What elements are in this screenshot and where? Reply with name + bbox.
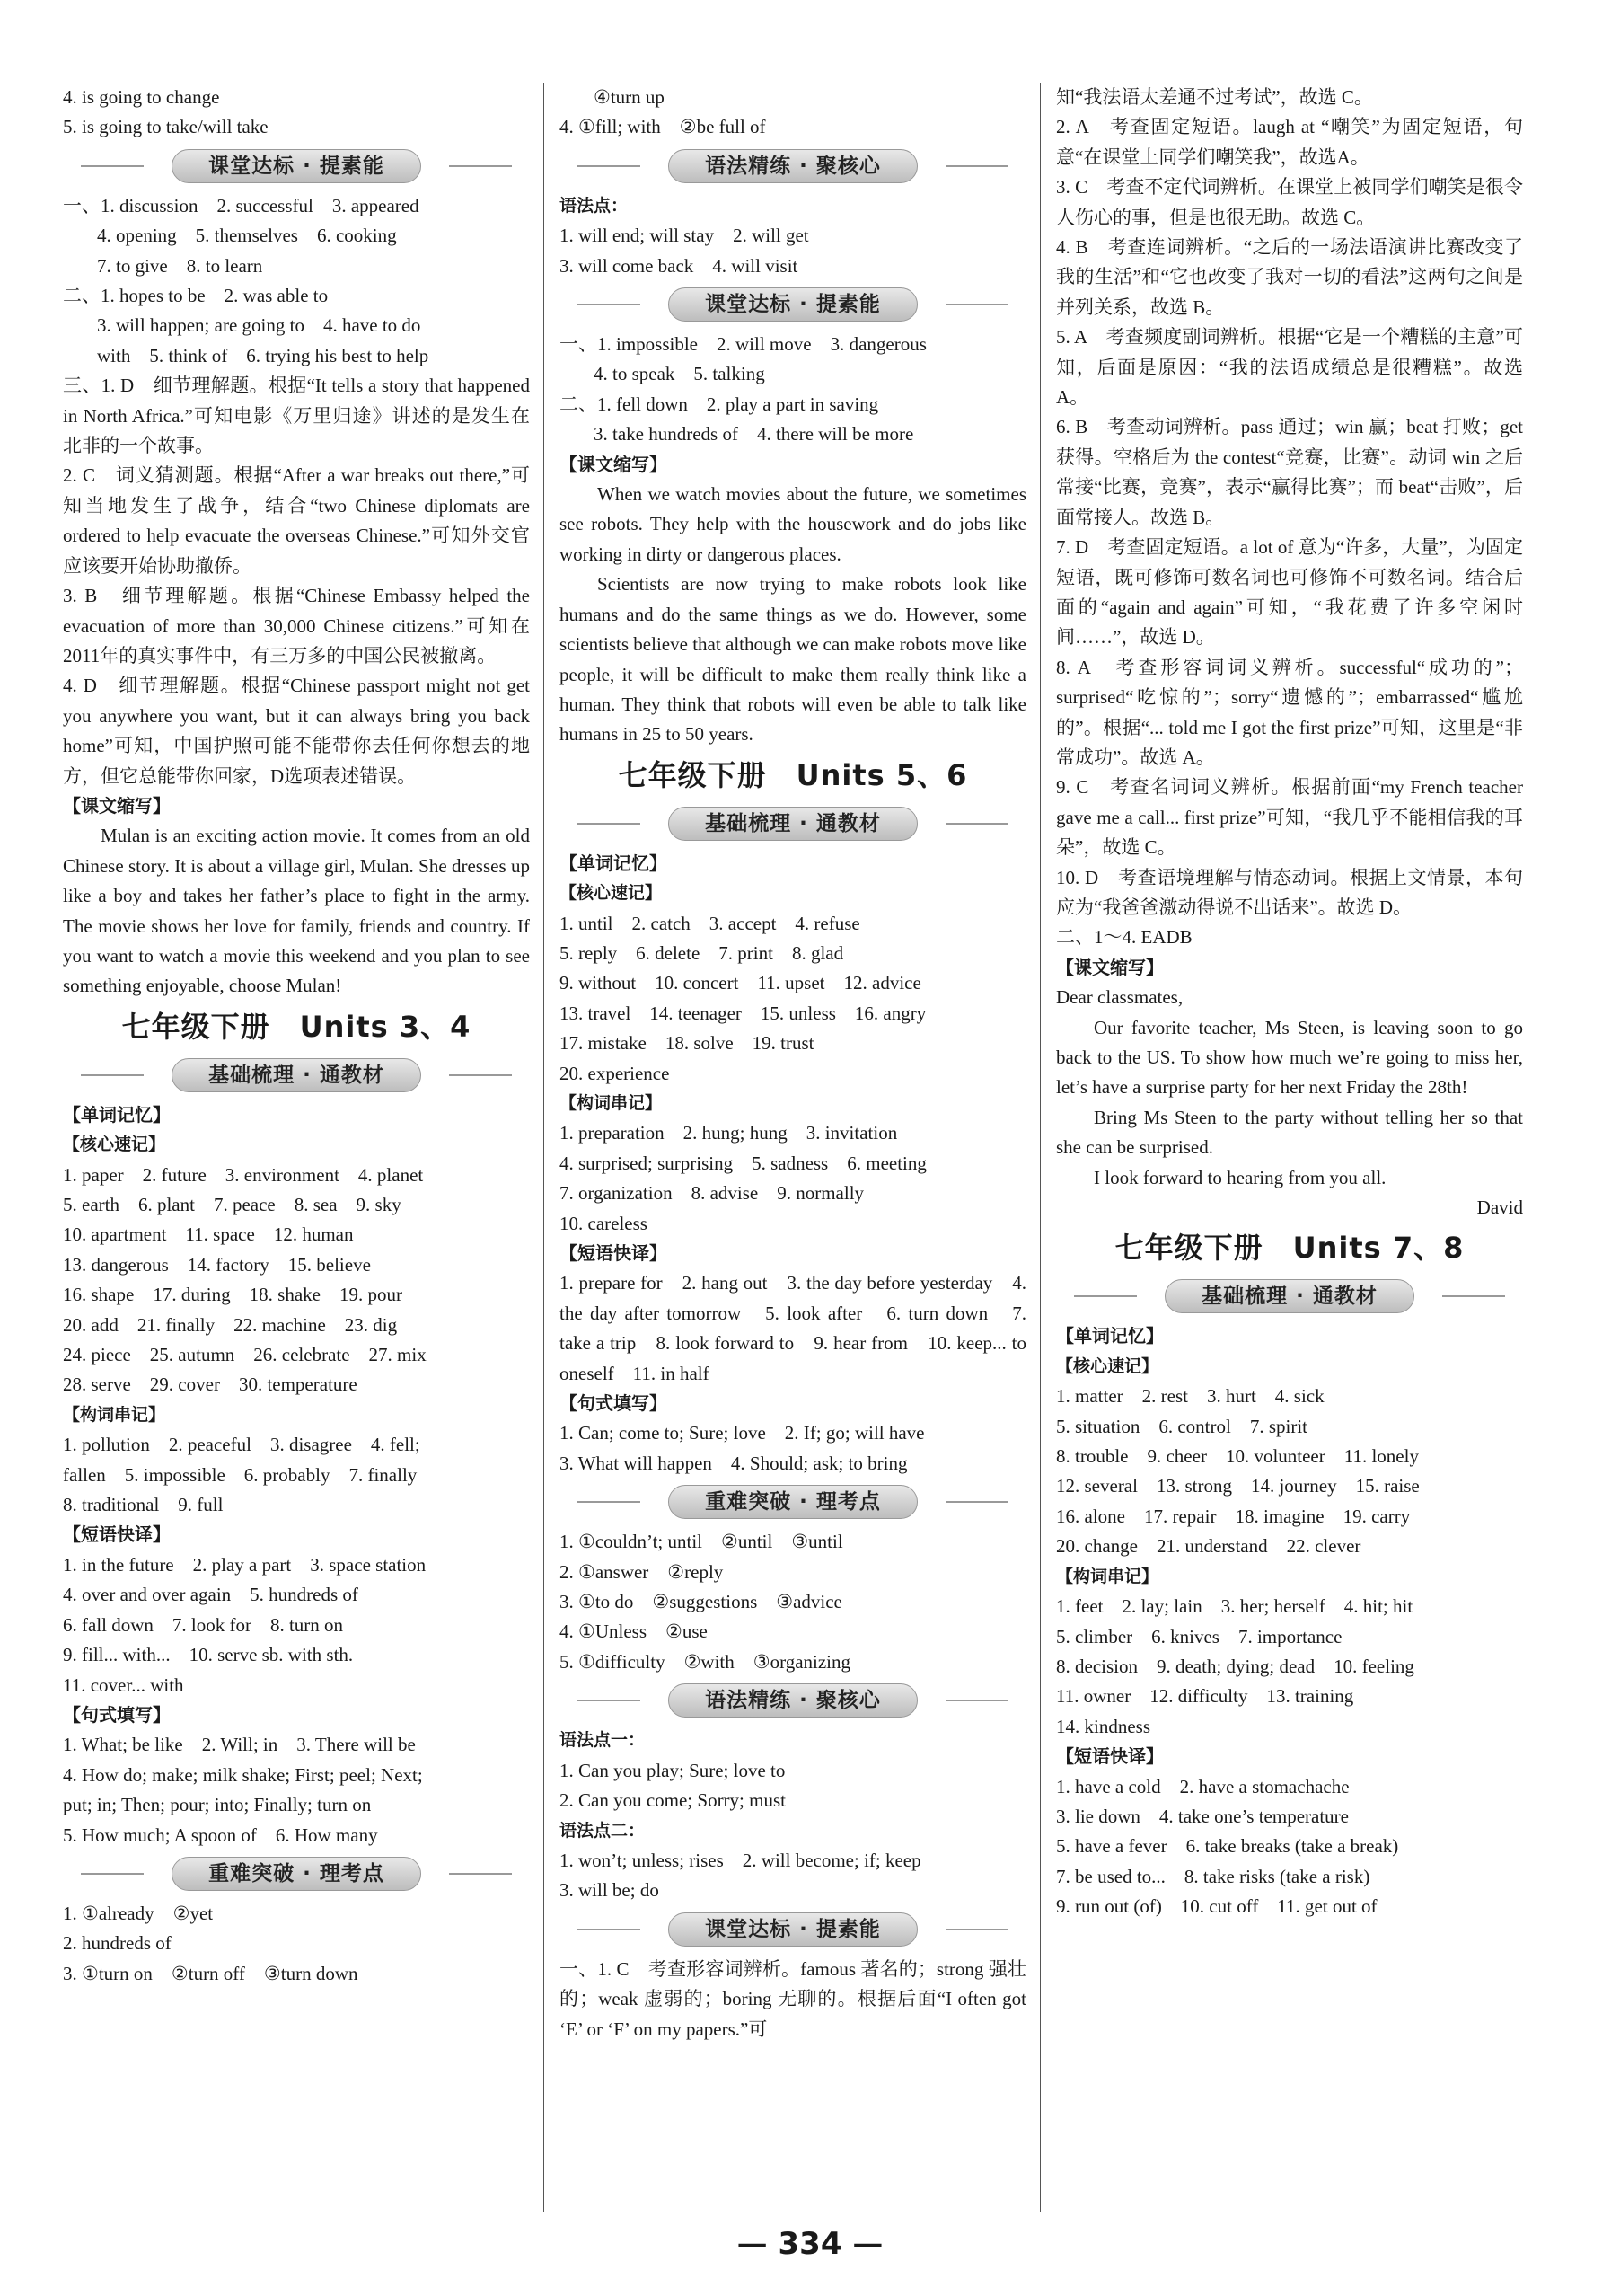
- section-banner: [1056, 1276, 1523, 1316]
- text-line: 2. ①answer ②reply: [559, 1560, 724, 1583]
- banner-label: 课堂达标 · 提素能: [172, 149, 421, 183]
- banner-label: 基础梳理 · 通教材: [668, 807, 918, 841]
- answer-item: 6. B 考查动词辨析。pass 通过；win 赢；beat 打败；get 获得。空格后为 the contest“竞赛，比赛”。动词 win 之后常接“比赛，竞赛”，表示“赢得比赛”；而 beat“击败”，后面常接人。故选 B。: [1056, 416, 1523, 528]
- section-label: 【短语快译】: [559, 1242, 667, 1264]
- letter-signature: David: [1476, 1197, 1523, 1219]
- answer-item: 10. D 考查语境理解与情态动词。根据上文情景，本句应为“我爸爸激动得说不出话来”。故选 D。: [1056, 866, 1523, 918]
- subsection-label: 语法点二：: [559, 1820, 646, 1841]
- subsection-label: 【构词串记】: [63, 1404, 166, 1425]
- text-line: 9. run out (of) 10. cut off 11. get out of: [1056, 1895, 1378, 1918]
- subsection-label: 语法点一：: [559, 1730, 646, 1751]
- text-line: 1. will end; will stay 2. will get: [559, 225, 809, 247]
- section-label: 【短语快译】: [1056, 1745, 1164, 1768]
- text-line: ④turn up: [594, 86, 665, 108]
- section-banner: [559, 1910, 1026, 1949]
- text-line: 4. over and over again 5. hundreds of: [63, 1584, 358, 1606]
- banner-label: 重难突破 · 理考点: [668, 1485, 918, 1519]
- text-line: 1. until 2. catch 3. accept 4. refuse: [559, 912, 860, 934]
- summary-paragraph: Scientists are now trying to make robots look like humans and do the same things as we do. However, some scientists believe that although we can make robots move like people, it will be difficult to make them really think like a human. They think that robots will even be able to talk like humans in 25 to 50 years.: [559, 573, 1026, 746]
- text-line: 4. How do; make; milk shake; First; peel; Next;: [63, 1763, 423, 1786]
- text-line: 1. preparation 2. hung; hung 3. invitation: [559, 1122, 898, 1144]
- text-line: 3. What will happen 4. Should; ask; to bring: [559, 1452, 908, 1474]
- section-banner: [559, 1681, 1026, 1720]
- text-line: 11. cover... with: [63, 1673, 184, 1696]
- text-line: 6. fall down 7. look for 8. turn on: [63, 1613, 344, 1636]
- text-line: 4. opening 5. themselves 6. cooking: [97, 225, 397, 247]
- section-banner: [559, 146, 1026, 186]
- summary-paragraph: When we watch movies about the future, we sometimes see robots. They help with the housework and do jobs like working in dirty or dangerous places.: [559, 483, 1026, 565]
- text-line: 8. traditional 9. full: [63, 1494, 224, 1516]
- text-line: 4. to speak 5. talking: [594, 363, 765, 385]
- banner-label: 基础梳理 · 通教材: [172, 1058, 421, 1092]
- answer-item: 8. A 考查形容词词义辨析。successful“成功的”；surprised“吃惊的”；sorry“遗憾的”；embarrassed“尴尬的”。根据“... told me I got the first prize”可知，这里是“非常成功”。故选 A。: [1056, 656, 1523, 768]
- text-line: 1. What; be like 2. Will; in 3. There will be: [63, 1734, 416, 1756]
- text-line: 二、1. hopes to be 2. was able to: [63, 285, 329, 307]
- text-line: 2. Can you come; Sorry; must: [559, 1789, 786, 1812]
- text-line: 13. dangerous 14. factory 15. believe: [63, 1253, 371, 1276]
- section-label: 【单词记忆】: [559, 852, 667, 874]
- text-line: 16. shape 17. during 18. shake 19. pour: [63, 1284, 402, 1306]
- answer-item: 3. C 考查不定代词辨析。在课堂上被同学们嘲笑是很令人伤心的事，但是也很无助。故选 C。: [1056, 176, 1523, 228]
- section-label: 【课文缩写】: [1056, 956, 1164, 978]
- answer-item: 4. B 考查连词辨析。“之后的一场法语演讲比赛改变了我的生活”和“它也改变了我对一切的看法”这两句之间是并列关系，故选 B。: [1056, 236, 1523, 318]
- column-3: [1056, 83, 1523, 1922]
- section-banner: [559, 804, 1026, 843]
- section-label: 【课文缩写】: [63, 794, 171, 817]
- text-line: 17. mistake 18. solve 19. trust: [559, 1032, 814, 1055]
- letter-paragraph: Bring Ms Steen to the party without telling her so that she can be surprised.: [1056, 1106, 1523, 1159]
- answer-item: 7. D 考查固定短语。a lot of 意为“许多，大量”，为固定短语，既可修饰可数名词也可修饰不可数名词。结合后面的“again and again”可知，“我花费了许多空闲时间……”，故选 D。: [1056, 536, 1523, 649]
- text-line: 3. ①to do ②suggestions ③advice: [559, 1591, 842, 1613]
- text-line: with 5. think of 6. trying his best to help: [97, 344, 429, 366]
- answer-item: 9. C 考查名词词义辨析。根据前面“my French teacher gave me a call... first prize”可知，“我几乎不能相信我的耳朵”，故选 C。: [1056, 776, 1523, 859]
- letter-paragraph: I look forward to hearing from you all.: [1094, 1166, 1387, 1188]
- text-line: 2. hundreds of: [63, 1932, 172, 1955]
- section-banner: [559, 1482, 1026, 1522]
- section-banner: [63, 146, 530, 186]
- text-line: 5. ①difficulty ②with ③organizing: [559, 1650, 851, 1673]
- subsection-label: 【构词串记】: [559, 1092, 663, 1113]
- text-line: 5. How much; A spoon of 6. How many: [63, 1824, 378, 1846]
- text-line: 5. is going to take/will take: [63, 116, 269, 138]
- subsection-label: 【核心速记】: [1056, 1356, 1159, 1376]
- section-label: 【单词记忆】: [1056, 1325, 1164, 1347]
- text-line: 1. paper 2. future 3. environment 4. planet: [63, 1163, 424, 1186]
- text-line: 7. organization 8. advise 9. normally: [559, 1182, 865, 1205]
- column-2: [559, 83, 1026, 2044]
- text-line: 1. feet 2. lay; lain 3. her; herself 4. hit; hit: [1056, 1595, 1413, 1618]
- text-line: 二、1. fell down 2. play a part in saving: [559, 393, 879, 415]
- text-line: 二、1～4. EADB: [1056, 926, 1193, 949]
- text-line: 16. alone 17. repair 18. imagine 19. carry: [1056, 1505, 1411, 1527]
- banner-label: 课堂达标 · 提素能: [668, 1912, 918, 1947]
- text-line: 20. experience: [559, 1062, 670, 1084]
- answer-item: 三、1. D 细节理解题。根据“It tells a story that happened in North Africa.”可知电影《万里归途》讲述的是发生在北非的一个故事。: [63, 375, 530, 457]
- answer-item: 5. A 考查频度副词辨析。根据“它是一个糟糕的主意”可知，后面是原因：“我的法语成绩总是很糟糕”。故选 A。: [1056, 326, 1523, 409]
- text-line: 9. without 10. concert 11. upset 12. advice: [559, 972, 921, 994]
- answer-item: 知“我法语太差通不过考试”，故选 C。: [1056, 86, 1373, 108]
- text-line: 12. several 13. strong 14. journey 15. raise: [1056, 1475, 1420, 1497]
- text-line: 5. situation 6. control 7. spirit: [1056, 1415, 1307, 1437]
- text-line: 5. earth 6. plant 7. peace 8. sea 9. sky: [63, 1194, 401, 1215]
- section-banner: [559, 285, 1026, 324]
- answer-item: 4. D 细节理解题。根据“Chinese passport might not get you anywhere you want, but it can always bring you back home”可知，中国护照可能不能带你去任何你想去的地方，但它总能带你回家，D选项表述错误。: [63, 675, 530, 787]
- text-line: 14. kindness: [1056, 1715, 1150, 1737]
- text-line: 5. climber 6. knives 7. importance: [1056, 1625, 1343, 1647]
- banner-label: 语法精练 · 聚核心: [668, 1683, 918, 1718]
- text-line: fallen 5. impossible 6. probably 7. finally: [63, 1463, 418, 1486]
- text-line: 1. won’t; unless; rises 2. will become; if; keep: [559, 1849, 921, 1871]
- unit-title: 七年级下册 Units 7、8: [1114, 1231, 1465, 1266]
- phrase-paragraph: 1. prepare for 2. hang out 3. the day before yesterday 4. the day after tomorrow 5. look after 6. turn down 7. take a trip 8. look forward to 9. hear from 10. keep... to oneself 11. in half: [559, 1272, 1026, 1384]
- subsection-label: 【构词串记】: [1056, 1566, 1159, 1586]
- text-line: 28. serve 29. cover 30. temperature: [63, 1373, 357, 1396]
- text-line: 一、1. discussion 2. successful 3. appeared: [63, 194, 419, 216]
- text-line: put; in; Then; pour; into; Finally; turn on: [63, 1794, 372, 1816]
- text-line: 4. ①Unless ②use: [559, 1620, 708, 1643]
- text-line: 1. have a cold 2. have a stomachache: [1056, 1775, 1350, 1797]
- text-line: 1. pollution 2. peaceful 3. disagree 4. fell;: [63, 1434, 420, 1456]
- answer-item: 2. C 词义猜测题。根据“After a war breaks out there,”可知当地发生了战争，结合“two Chinese diplomats are ordered to help evacuate the overseas Chinese.”可知外交官应该要开始协助撤侨。: [63, 464, 530, 577]
- text-line: 4. ①fill; with ②be full of: [559, 116, 766, 138]
- banner-label: 课堂达标 · 提素能: [668, 287, 918, 322]
- section-label: 【短语快译】: [63, 1523, 171, 1546]
- column-divider: [543, 83, 544, 2212]
- section-label: 【课文缩写】: [559, 453, 667, 475]
- letter-greeting: Dear classmates,: [1056, 986, 1184, 1009]
- text-line: 3. will come back 4. will visit: [559, 254, 798, 277]
- text-line: 1. ①couldn’t; until ②until ③until: [559, 1531, 843, 1553]
- answer-item: 一、1. C 考查形容词辨析。famous 著名的；strong 强壮的；weak 虚弱的；boring 无聊的。根据后面“I often got ‘E’ or ‘F’ on my papers.”可: [559, 1957, 1026, 2040]
- answer-item: 2. A 考查固定短语。laugh at “嘲笑”为固定短语，句意“在课堂上同学们嘲笑我”，故选A。: [1056, 116, 1523, 168]
- column-1: [63, 83, 530, 1989]
- text-line: 7. be used to... 8. take risks (take a risk): [1056, 1865, 1370, 1887]
- section-banner: [63, 1055, 530, 1095]
- banner-label: 基础梳理 · 通教材: [1165, 1279, 1414, 1313]
- unit-title: 七年级下册 Units 5、6: [618, 757, 968, 792]
- banner-label: 重难突破 · 理考点: [172, 1857, 421, 1891]
- text-line: 11. owner 12. difficulty 13. training: [1056, 1685, 1354, 1708]
- text-line: 3. take hundreds of 4. there will be more: [594, 423, 914, 446]
- text-line: 13. travel 14. teenager 15. unless 16. angry: [559, 1002, 927, 1024]
- subsection-label: 【核心速记】: [63, 1135, 166, 1155]
- text-line: 5. have a fever 6. take breaks (take a break): [1056, 1835, 1399, 1858]
- column-divider: [1040, 83, 1041, 2212]
- banner-label: 语法精练 · 聚核心: [668, 149, 918, 183]
- text-line: 4. surprised; surprising 5. sadness 6. meeting: [559, 1152, 927, 1174]
- text-line: 3. lie down 4. take one’s temperature: [1056, 1805, 1349, 1827]
- text-line: 20. change 21. understand 22. clever: [1056, 1535, 1361, 1558]
- section-label: 【句式填写】: [559, 1392, 667, 1415]
- subsection-label: 语法点：: [559, 195, 629, 216]
- text-line: 24. piece 25. autumn 26. celebrate 27. mix: [63, 1344, 427, 1366]
- text-line: 5. reply 6. delete 7. print 8. glad: [559, 941, 844, 964]
- text-line: 4. is going to change: [63, 86, 220, 108]
- text-line: 10. careless: [559, 1212, 647, 1234]
- unit-title: 七年级下册 Units 3、4: [121, 1009, 471, 1044]
- text-line: 3. will happen; are going to 4. have to do: [97, 314, 421, 337]
- section-label: 【单词记忆】: [63, 1103, 171, 1126]
- text-line: 1. in the future 2. play a part 3. space station: [63, 1553, 427, 1576]
- text-line: 7. to give 8. to learn: [97, 254, 263, 277]
- text-line: 8. decision 9. death; dying; dead 10. feeling: [1056, 1655, 1414, 1677]
- answer-item: 3. B 细节理解题。根据“Chinese Embassy helped the evacuation of more than 30,000 Chinese citizens.”可知在2011年的真实事件中，有三万多的中国公民被撤离。: [63, 585, 530, 667]
- summary-paragraph: Mulan is an exciting action movie. It comes from an old Chinese story. It is about a village girl, Mulan. She dresses up like a boy and takes her father’s place to fight in the army. The movie shows her love for family, friends and country. If you want to watch a movie this weekend and you plan to see something enjoyable, choose Mulan!: [63, 825, 530, 997]
- text-line: 1. Can; come to; Sure; love 2. If; go; will have: [559, 1422, 925, 1444]
- text-line: 20. add 21. finally 22. machine 23. dig: [63, 1313, 398, 1336]
- subsection-label: 【核心速记】: [559, 883, 663, 904]
- section-label: 【句式填写】: [63, 1703, 171, 1726]
- text-line: 1. matter 2. rest 3. hurt 4. sick: [1056, 1385, 1325, 1408]
- page-number: — 334 —: [736, 2226, 884, 2262]
- text-line: 一、1. impossible 2. will move 3. dangerous: [559, 333, 927, 356]
- text-line: 8. trouble 9. cheer 10. volunteer 11. lonely: [1056, 1445, 1419, 1468]
- text-line: 3. will be; do: [559, 1879, 659, 1902]
- section-banner: [63, 1854, 530, 1894]
- letter-paragraph: Our favorite teacher, Ms Steen, is leaving soon to go back to the US. To show how much we’re going to miss her, let’s have a surprise party for her next Friday the 28th!: [1056, 1016, 1523, 1099]
- text-line: 1. ①already ②yet: [63, 1902, 214, 1924]
- text-line: 1. Can you play; Sure; love to: [559, 1759, 786, 1781]
- text-line: 3. ①turn on ②turn off ③turn down: [63, 1962, 358, 1984]
- text-line: 9. fill... with... 10. serve sb. with sth.: [63, 1644, 354, 1666]
- text-line: 10. apartment 11. space 12. human: [63, 1223, 354, 1246]
